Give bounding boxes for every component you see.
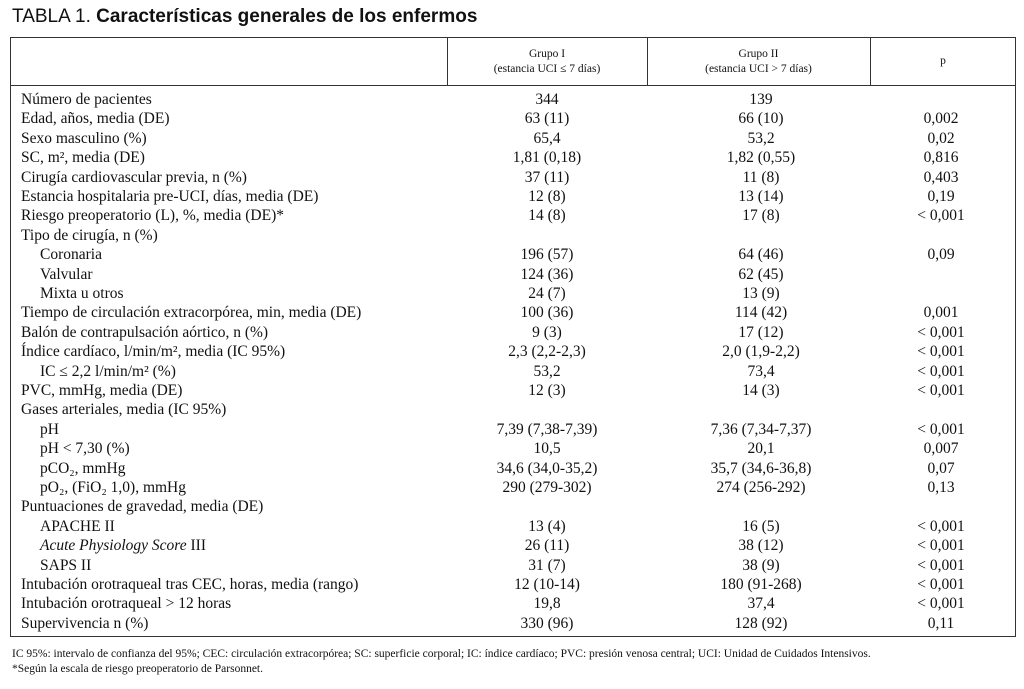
row-label: Índice cardíaco, l/min/m², media (IC 95%) [21,343,286,361]
row-p-value: 0,13 [927,479,955,496]
row-p-value: < 0,001 [917,517,965,535]
row-group1-value: 19,8 [533,595,561,613]
row-group2-value: 35,7 (34,6-36,8) [710,459,812,477]
row-label: Coronaria [40,246,102,264]
row-p-value: 0,07 [927,459,955,477]
row-group2-value: 7,36 (7,34-7,37) [710,420,812,438]
data-table [10,37,1016,637]
row-group2-value: 114 (42) [734,304,788,322]
table-row [11,245,1015,264]
row-label: IC ≤ 2,2 l/min/m² (%) [40,362,176,380]
table-title [12,6,477,28]
row-p-value: < 0,001 [917,323,965,341]
row-label: Gases arteriales, media (IC 95%) [21,401,227,419]
table-footnotes [12,647,1017,677]
row-group1-value: 14 (8) [528,207,566,225]
row-group2-value: 180 (91-268) [720,576,802,593]
table-row [11,323,1015,342]
row-group1-value: 2,3 (2,2-2,3) [508,343,586,361]
row-label: Edad, años, media (DE) [21,110,170,128]
row-label: APACHE II [40,517,115,535]
table-row [11,284,1015,303]
row-group1-value: 63 (11) [524,110,570,128]
row-group2-value: 53,2 [747,129,775,147]
row-group2-value: 20,1 [747,440,775,458]
row-label: Mixta u otros [40,285,124,302]
table-row [11,342,1015,361]
header-group2-name: Grupo II [738,47,779,60]
row-label: Puntuaciones de gravedad, media (DE) [21,498,264,516]
row-label: Balón de contrapulsación aórtico, n (%) [21,323,269,341]
row-group1-value: 12 (8) [528,188,566,205]
table-row [11,478,1015,497]
table-row [11,129,1015,148]
row-group1-value: 53,2 [533,362,561,380]
row-p-value: < 0,001 [917,595,965,613]
table-row [11,148,1015,167]
row-group2-value: 17 (8) [742,207,780,225]
footnote-parsonnet: *Según la escala de riesgo preoperatorio de Parsonnet. [12,663,263,675]
row-group1-value: 31 (7) [528,556,566,574]
row-group2-value: 73,4 [747,362,775,380]
row-group2-value: 16 (5) [742,517,780,535]
row-p-value: < 0,001 [917,343,965,361]
row-label: Estancia hospitalaria pre-UCI, días, media (DE) [21,188,319,205]
table-row [11,226,1015,245]
row-p-value: < 0,001 [917,420,965,438]
table-row [11,303,1015,322]
table-row [11,575,1015,594]
table-title-prefix: TABLA 1. [12,6,91,27]
header-group2 [647,38,870,85]
table-row [11,168,1015,187]
table-row [11,594,1015,613]
row-group1-value: 124 (36) [520,265,574,283]
table-row [11,109,1015,128]
row-group1-value: 100 (36) [520,304,574,322]
row-group2-value: 13 (9) [742,285,780,302]
row-group1-value: 26 (11) [524,537,570,555]
row-label: Tiempo de circulación extracorpórea, min, media (DE) [21,304,362,322]
row-group2-value: 66 (10) [738,110,784,128]
table-header [11,38,1015,86]
row-group1-value: 9 (3) [532,323,562,341]
row-label: Número de pacientes [21,91,152,108]
header-p [870,38,1016,85]
row-label: Intubación orotraqueal > 12 horas [21,595,232,613]
table-row [11,187,1015,206]
table-row [11,90,1015,109]
header-group1-sub: (estancia UCI ≤ 7 días) [493,62,601,75]
row-group1-value: 344 [535,91,559,108]
header-group1 [447,38,647,85]
table-row [11,362,1015,381]
row-group1-value: 12 (10-14) [514,576,580,593]
row-label: pH [40,420,59,438]
row-group1-value: 24 (7) [528,285,566,302]
row-group1-value: 290 (279-302) [502,479,592,496]
row-group1-value: 7,39 (7,38-7,39) [496,420,598,438]
row-p-value: < 0,001 [917,576,965,593]
row-label: Acute Physiology Score III [40,537,206,555]
row-group1-value: 37 (11) [524,168,570,186]
table-row [11,459,1015,478]
row-p-value: < 0,001 [917,362,965,380]
row-label: pCO₂, mmHg [40,459,126,477]
footnote-abbreviations: IC 95%: intervalo de confianza del 95%; CEC: circulación extracorpórea; SC: superficie corporal; IC: índice cardíaco; PVC: presión venosa central; UCI: Unidad de Cuidados Intensivos. [12,648,871,660]
row-label: Sexo masculino (%) [21,129,147,147]
row-group1-value: 65,4 [533,129,561,147]
row-group2-value: 38 (12) [738,537,784,555]
row-p-value: 0,001 [923,304,959,322]
row-label: Supervivencia n (%) [21,614,149,632]
row-label: SAPS II [40,556,92,574]
table-row [11,420,1015,439]
row-group2-value: 2,0 (1,9-2,2) [722,343,800,361]
row-p-value: 0,002 [923,110,959,128]
header-group2-sub: (estancia UCI > 7 días) [705,62,812,75]
row-group1-value: 330 (96) [520,614,574,632]
table-title-text: Características generales de los enfermos [96,6,478,27]
row-label: Tipo de cirugía, n (%) [21,226,158,244]
row-label: pH < 7,30 (%) [40,440,130,458]
row-p-value: 0,11 [927,614,955,632]
row-label: Valvular [40,265,93,283]
row-group1-value: 1,81 (0,18) [512,149,582,167]
header-group1-name: Grupo I [528,47,566,60]
row-p-value: 0,02 [927,129,955,147]
row-label: Intubación orotraqueal tras CEC, horas, media (rango) [21,576,359,593]
table-row [11,536,1015,555]
row-group1-value: 12 (3) [528,382,566,399]
table-row [11,265,1015,284]
row-p-value: < 0,001 [917,556,965,574]
table-row [11,206,1015,225]
row-group2-value: 37,4 [747,595,775,613]
row-label: Riesgo preoperatorio (L), %, media (DE)* [21,207,284,225]
row-p-value: < 0,001 [917,207,965,225]
row-p-value: 0,403 [923,168,959,186]
row-group2-value: 64 (46) [738,246,784,264]
row-group1-value: 13 (4) [528,517,566,535]
row-p-value: < 0,001 [917,537,965,555]
row-group2-value: 14 (3) [742,382,780,399]
row-group2-value: 13 (14) [738,188,784,205]
row-p-value: 0,09 [927,246,955,264]
row-p-value: 0,007 [923,440,959,458]
row-group2-value: 274 (256-292) [716,479,806,496]
row-group2-value: 62 (45) [738,265,784,283]
table-row [11,614,1015,633]
row-group2-value: 139 [749,91,773,108]
row-label: SC, m², media (DE) [21,149,145,167]
row-label: pO₂, (FiO₂ 1,0), mmHg [40,479,187,496]
table-row [11,439,1015,458]
table-row [11,497,1015,516]
row-group2-value: 1,82 (0,55) [726,149,796,167]
row-group1-value: 10,5 [533,440,561,458]
row-group2-value: 38 (9) [742,556,780,574]
table-row [11,400,1015,419]
table-row [11,517,1015,536]
row-p-value: 0,19 [927,188,955,205]
row-label: Cirugía cardiovascular previa, n (%) [21,168,247,186]
row-group1-value: 196 (57) [520,246,574,264]
row-group2-value: 11 (8) [742,168,780,186]
table-row [11,556,1015,575]
row-label: PVC, mmHg, media (DE) [21,382,183,399]
row-group2-value: 128 (92) [734,614,788,632]
table-row [11,381,1015,400]
row-group2-value: 17 (12) [738,323,784,341]
row-p-value: 0,816 [923,149,959,167]
header-p-label: p [940,55,946,67]
row-p-value: < 0,001 [917,382,965,399]
row-group1-value: 34,6 (34,0-35,2) [496,459,598,477]
